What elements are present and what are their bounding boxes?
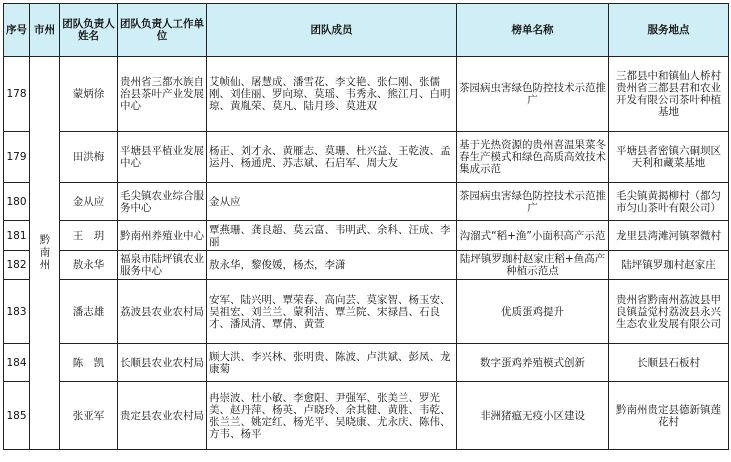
cell-leader: 田洪梅 — [60, 132, 118, 183]
header-row — [4, 4, 729, 57]
cell-list-name: 非洲猪瘟无疫小区建设 — [457, 382, 609, 450]
header-seq: 序号 — [4, 4, 30, 57]
header-leader: 团队负责人姓名 — [60, 4, 118, 57]
table-row — [4, 280, 729, 344]
award-table-page — [3, 3, 728, 459]
cell-members: 安军、陆兴明、覃荣春、高向芸、莫家智、杨玉安、吴祖宏、刘兰兰、蒙利洁、覃兰院、宋禄昌、石良才、潘凤清、覃倩、黄萱 — [207, 280, 457, 344]
cell-unit: 荔波县农业农村局 — [118, 280, 207, 344]
cell-location: 黔南州贵定县德新镇莲花村 — [609, 382, 729, 450]
table-row — [4, 344, 729, 382]
cell-location: 三都县中和镇仙人桥村贵州省三都县君和农业开发有限公司茶叶种植基地 — [609, 57, 729, 132]
cell-list-name: 沟溜式“稻+渔”小面积高产示范 — [457, 221, 609, 251]
header-members: 团队成员 — [207, 4, 457, 57]
header-location: 服务地点 — [609, 4, 729, 57]
table-row — [4, 57, 729, 132]
cell-seq: 182 — [4, 251, 30, 280]
table-row — [4, 382, 729, 450]
cell-seq: 184 — [4, 344, 30, 382]
cell-leader: 陈 凯 — [60, 344, 118, 382]
cell-location: 毛尖镇黄揭柳村（都匀市匀山茶叶有限公司） — [609, 183, 729, 221]
cell-leader: 蒙炳徐 — [60, 57, 118, 132]
cell-location: 贵州省黔南州荔波县甲良镇益觉村荔波县永兴生态农业发展有限公司 — [609, 280, 729, 344]
cell-members: 冉崇波、杜小敏、李愈阳、尹强军、张美兰、罗光美、赵丹萍、杨英、卢晓玲、余其健、黄胜、韦乾、张兰兰、姚定红、杨光平、吴晓康、尤永庆、陈伟、方韦、杨平 — [207, 382, 457, 450]
cell-list-name: 茶园病虫害绿色防控技术示范推广 — [457, 183, 609, 221]
header-unit: 团队负责人工作单位 — [118, 4, 207, 57]
cell-seq: 181 — [4, 221, 30, 251]
cell-members: 杨正、刘才永、黄雁志、莫珊、杜兴益、王乾波、孟运丹、杨通虎、苏志斌、石启军、周大友 — [207, 132, 457, 183]
table-row — [4, 221, 729, 251]
cell-unit: 贵定县农业农村局 — [118, 382, 207, 450]
cell-location: 平塘县者密镇六硐坝区天利和藏菜基地 — [609, 132, 729, 183]
cell-list-name: 茶园病虫害绿色防控技术示范推广 — [457, 57, 609, 132]
cell-seq: 180 — [4, 183, 30, 221]
table-body — [4, 57, 729, 450]
cell-unit: 黔南州养殖业中心 — [118, 221, 207, 251]
cell-members: 顾大洪、李兴林、张明贵、陈波、卢洪斌、彭凤、龙康菊 — [207, 344, 457, 382]
cell-unit: 长顺县农业农村局 — [118, 344, 207, 382]
header-prefecture: 市州 — [30, 4, 60, 57]
cell-members: 金从应 — [207, 183, 457, 221]
cell-unit: 毛尖镇农业综合服务中心 — [118, 183, 207, 221]
cell-seq: 185 — [4, 382, 30, 450]
cell-location: 长顺县石板村 — [609, 344, 729, 382]
cell-location: 龙里县湾滩河镇翠微村 — [609, 221, 729, 251]
table-row — [4, 132, 729, 183]
header-list-name: 榜单名称 — [457, 4, 609, 57]
cell-seq: 178 — [4, 57, 30, 132]
cell-leader: 潘志雄 — [60, 280, 118, 344]
cell-list-name: 基于光热资源的贵州喜温果菜冬春生产模式和绿色高质高效技术集成示范 — [457, 132, 609, 183]
cell-location: 陆坪镇罗珈村赵家庄 — [609, 251, 729, 280]
cell-leader: 王 玥 — [60, 221, 118, 251]
cell-members: 艾帧仙、屠慧成、潘雪花、李文艳、张仁刚、张儒刚、刘佳丽、罗向琼、莫瑶、韦秀永、熊江月、白明琼、黄胤荣、莫凡、陆月珍、莫进双 — [207, 57, 457, 132]
cell-leader: 张亚军 — [60, 382, 118, 450]
table-row — [4, 183, 729, 221]
cell-list-name: 优质蛋鸡提升 — [457, 280, 609, 344]
cell-unit: 福泉市陆坪镇农业服务中心 — [118, 251, 207, 280]
table-row — [4, 251, 729, 280]
cell-prefecture: 黔南州 — [30, 57, 60, 450]
cell-members: 敖永华，黎俊媛，杨杰，李潇 — [207, 251, 457, 280]
cell-leader: 敖永华 — [60, 251, 118, 280]
cell-list-name: 陆坪镇罗珈村赵家庄稻+鱼高产种植示范点 — [457, 251, 609, 280]
cell-unit: 平塘县平植业发展中心 — [118, 132, 207, 183]
cell-members: 覃燕珊、龚良超、莫云富、韦明武、余科、汪成、李丽 — [207, 221, 457, 251]
cell-unit: 贵州省三都水族自治县茶叶产业发展中心 — [118, 57, 207, 132]
table-header — [4, 4, 729, 57]
cell-seq: 183 — [4, 280, 30, 344]
cell-seq: 179 — [4, 132, 30, 183]
cell-list-name: 数字蛋鸡养殖模式创新 — [457, 344, 609, 382]
award-table — [3, 3, 729, 450]
cell-leader: 金从应 — [60, 183, 118, 221]
